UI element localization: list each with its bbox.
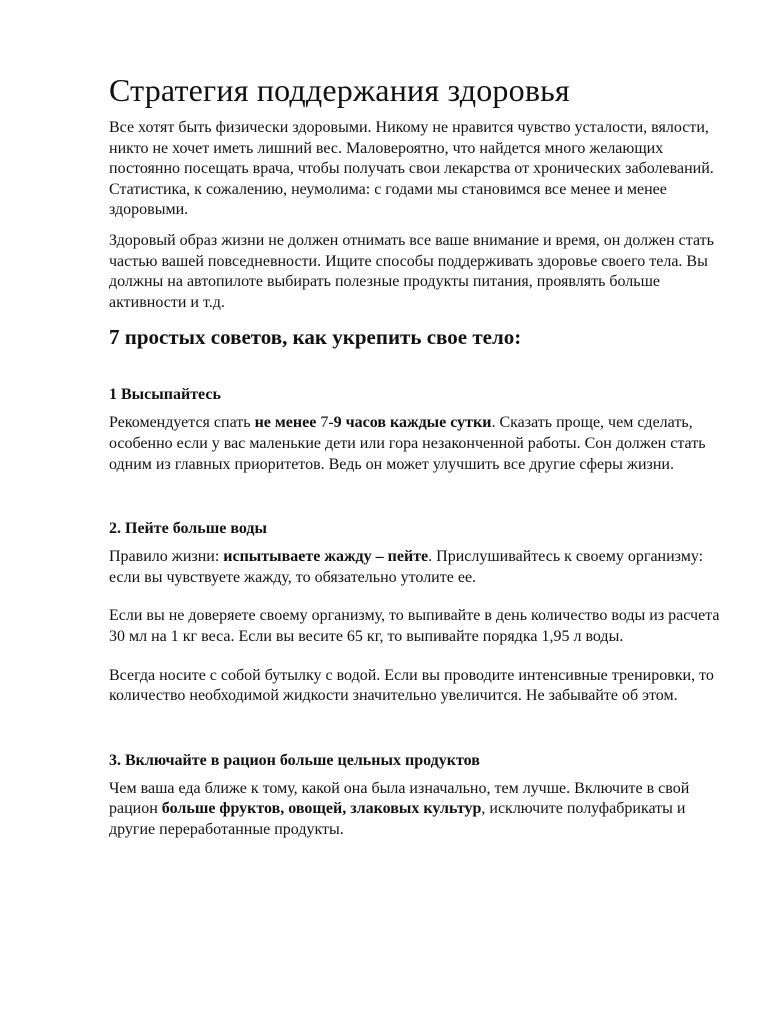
tip-1-bold-b: 9 часов каждые сутки xyxy=(333,414,492,432)
tip-1-paragraph xyxy=(109,413,721,475)
tip-2-title: 2. Пейте больше воды xyxy=(109,520,268,538)
tip-2-paragraph-1 xyxy=(109,547,721,588)
intro-paragraph-2: Здоровый образ жизни не должен отнимать все ваше внимание и время, он должен стать частью вашей повседневности. Ищите способы поддерживать здоровье своего тела. Вы должны на автопилоте выбирать полезные продукты питания, проявлять больше активности и т.д. xyxy=(109,231,714,311)
tip-1-title: 1 Высыпайтесь xyxy=(109,386,221,404)
document-title: Стратегия поддержания здоровья xyxy=(109,72,570,108)
tip-3-text-a: Чем ваша еда ближе к тому, какой она была изначально, тем лучше. Включите в свой рацион xyxy=(109,779,690,818)
tips-subheading: 7 простых советов, как укрепить свое тело: xyxy=(109,325,522,350)
tip-2-paragraph-3: Всегда носите с собой бутылку с водой. Если вы проводите интенсивные тренировки, то количество необходимой жидкости значительно увеличится. Не забывайте об этом. xyxy=(109,666,714,705)
tip-1-section xyxy=(109,385,721,475)
tip-1-text-b: 7- xyxy=(316,414,334,432)
tip-1-bold-a: не менее xyxy=(254,414,317,432)
tip-1-text-c: . Сказать проще, чем сделать, особенно если у вас маленькие дети или гора незаконченной работы. Сон должен стать одним из главных приоритетов. Ведь он может улучшить все другие сферы жизни. xyxy=(109,414,706,473)
tip-2-paragraph-2: Если вы не доверяете своему организму, то выпивайте в день количество воды из расчета 30 мл на 1 кг веса. Если вы весите 65 кг, то выпивайте порядка 1,95 л воды. xyxy=(109,607,720,645)
tip-2-bold: испытываете жажду – пейте xyxy=(223,548,429,566)
intro-paragraph-1: Все хотят быть физически здоровыми. Никому не нравится чувство усталости, вялости, никто не хочет иметь лишний вес. Маловероятно, что найдется много желающих постоянно посещать врача, чтобы получать свои лекарства от хронических заболеваний. Статистика, к сожалению, неумолима: с годами мы становимся все менее и менее здоровыми. xyxy=(109,119,714,219)
tip-3-section xyxy=(109,751,721,841)
tip-1-text-a: Рекомендуется спать xyxy=(109,414,255,432)
document-page xyxy=(109,70,721,850)
tip-2-section xyxy=(109,519,721,707)
tip-3-title: 3. Включайте в рацион больше цельных продуктов xyxy=(109,751,480,769)
tip-3-bold: больше фруктов, овощей, злаковых культур xyxy=(161,800,482,818)
tip-2-text-b: . Прислушивайтесь к своему организму: если вы чувствуете жажду, то обязательно утолите ее. xyxy=(109,548,704,586)
tip-3-text-b: , исключите полуфабрикаты и другие переработанные продукты. xyxy=(109,800,686,838)
tip-3-paragraph xyxy=(109,779,721,841)
tip-2-text-a: Правило жизни: xyxy=(109,548,224,566)
